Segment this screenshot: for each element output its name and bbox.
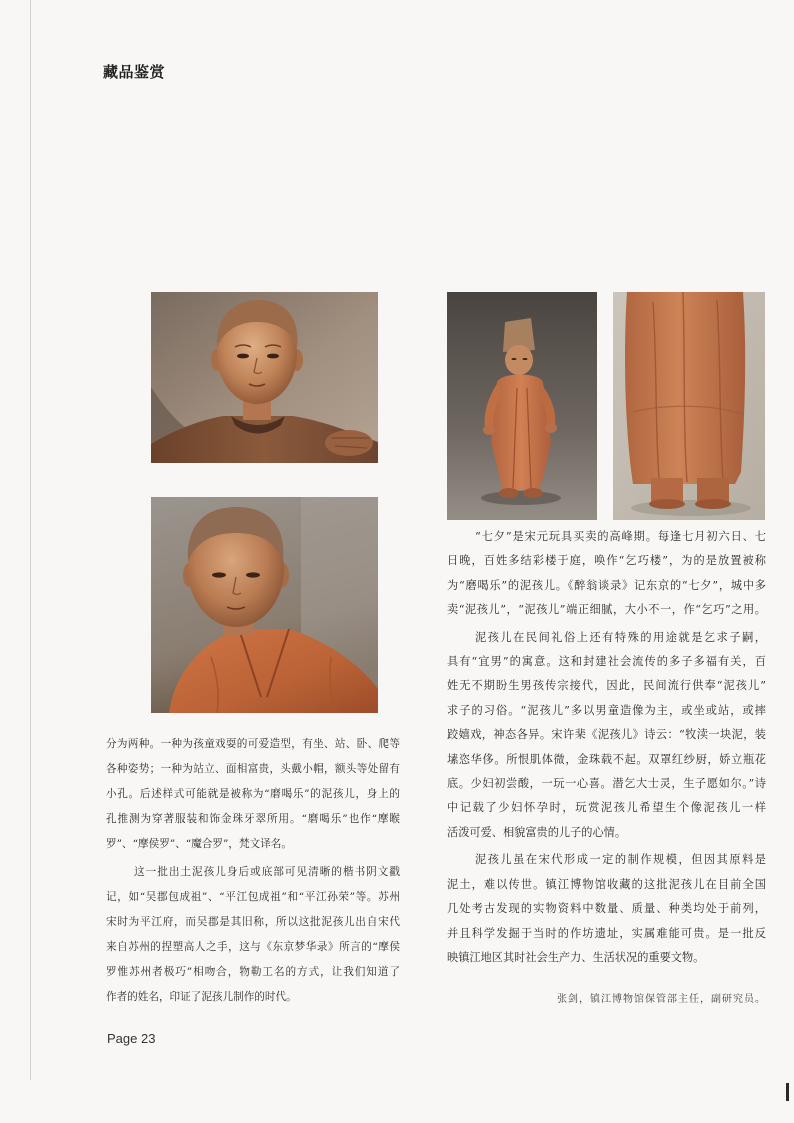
text-line: 来自苏州的捏塑高人之手，这与《东京梦华录》所言的“摩侯 — [106, 941, 400, 953]
text-line: “七夕”是宋元玩具买卖的高峰期。每逢七月初六日、七 — [475, 530, 766, 543]
section-label: 藏品鉴赏 — [103, 63, 166, 81]
text-line: 活泼可爱、相貌富贵的儿子的心情。 — [447, 825, 627, 839]
text-line: 日晚，百姓多结彩楼于庭，唤作“乞巧楼”，为的是放置被称 — [447, 554, 766, 568]
text-line: 孔推测为穿著服装和饰金珠牙翠所用。“磨喝乐”也作“摩睺 — [106, 813, 400, 825]
photo-clay-child-bust — [151, 497, 378, 713]
text-line: 几处考古发现的实物资料中数量、质量、种类均处于前列， — [447, 902, 766, 916]
text-line: 跤嬉戏，神态各异。宋许棐《泥孩儿》诗云：“牧渎一块泥，装 — [447, 728, 766, 742]
page-number: Page 23 — [107, 1031, 156, 1046]
text-line: 这一批出土泥孩儿身后或底部可见清晰的楷书阴文戳 — [134, 866, 400, 878]
text-line: 为“磨喝乐”的泥孩儿。《醉翁谈录》记东京的“七夕”，城中多 — [447, 578, 766, 592]
text-line: 具有“宜男”的寓意。这和封建社会流传的多子多福有关，百 — [447, 655, 766, 669]
text-line: 分为两种。一种为孩童戏耍的可爱造型，有坐、站、卧、爬等 — [106, 738, 400, 750]
text-line: 作者的姓名，印证了泥孩儿制作的时代。 — [106, 991, 297, 1003]
paragraph-two-types — [106, 732, 400, 857]
text-line: 泥土，难以传世。镇江博物馆收藏的这批泥孩儿在目前全国 — [447, 877, 766, 891]
text-line: 卖“泥孩儿”，“泥孩儿”端正细腻，大小不一，作“乞巧”之用。 — [447, 603, 766, 617]
text-line: 并且科学发掘于当时的作坊遗址，实属难能可贵。是一批反 — [447, 926, 766, 940]
text-line: 中记载了少妇怀孕时，玩赏泥孩儿希望生个像泥孩儿一样 — [447, 801, 766, 815]
text-line: 各种姿势；一种为站立、面相富贵，头戴小帽，额头等处留有 — [106, 763, 400, 775]
left-text-column — [106, 732, 400, 1010]
text-line: 罗惟苏州者极巧”相吻合，物勒工名的方式，让我们知道了 — [106, 966, 400, 978]
paragraph-qixi — [447, 525, 766, 623]
right-text-column — [447, 525, 766, 970]
text-line: 小孔。后述样式可能就是被称为“磨喝乐”的泥孩儿，身上的 — [106, 788, 400, 800]
photo-clay-child-head-image — [151, 292, 378, 463]
text-line: 姓无不期盼生男孩传宗接代，因此，民间流行供奉“泥孩儿” — [447, 679, 766, 693]
text-line: 求子的习俗。“泥孩儿”多以男童造像为主，或坐或站，或摔 — [447, 703, 766, 717]
scan-edge-mark — [786, 1083, 789, 1101]
author-note: 张剑，镇江博物馆保管部主任，副研究员。 — [557, 994, 766, 1005]
photo-clay-figure-detail-image — [613, 292, 765, 520]
text-line: 记，如“吴郡包成祖”、“平江包成祖”和“平江孙荣”等。苏州 — [106, 891, 400, 903]
paragraph-collection-value — [447, 848, 766, 970]
page-edge-line — [30, 0, 31, 1080]
photo-standing-clay-figure-image — [447, 292, 597, 520]
photo-standing-clay-figure — [447, 292, 597, 520]
text-line: 塐恣华侈。所恨肌体微，金珠载不起。双罩红纱厨，娇立瓶花 — [447, 752, 766, 766]
photo-clay-child-bust-image — [151, 497, 378, 713]
text-line: 泥孩儿虽在宋代形成一定的制作规模，但因其原料是 — [475, 853, 766, 867]
text-line: 宋时为平江府，而吴郡是其旧称，所以这批泥孩儿出自宋代 — [106, 916, 400, 928]
photo-clay-child-head — [151, 292, 378, 463]
text-line: 映镇江地区其时社会生产力、生活状况的重要文物。 — [447, 950, 705, 964]
paragraph-folk-custom — [447, 626, 766, 846]
text-line: 罗”、“摩侯罗”、“魔合罗”，梵文译名。 — [106, 838, 292, 850]
text-line: 泥孩儿在民间礼俗上还有特殊的用途就是乞求子嗣， — [475, 630, 766, 644]
paragraph-maker-marks — [106, 860, 400, 1010]
photo-clay-figure-detail — [613, 292, 765, 520]
text-line: 底。少妇初尝酸，一玩一心喜。潜乞大士灵，生子愿如尔。”诗 — [447, 777, 766, 791]
